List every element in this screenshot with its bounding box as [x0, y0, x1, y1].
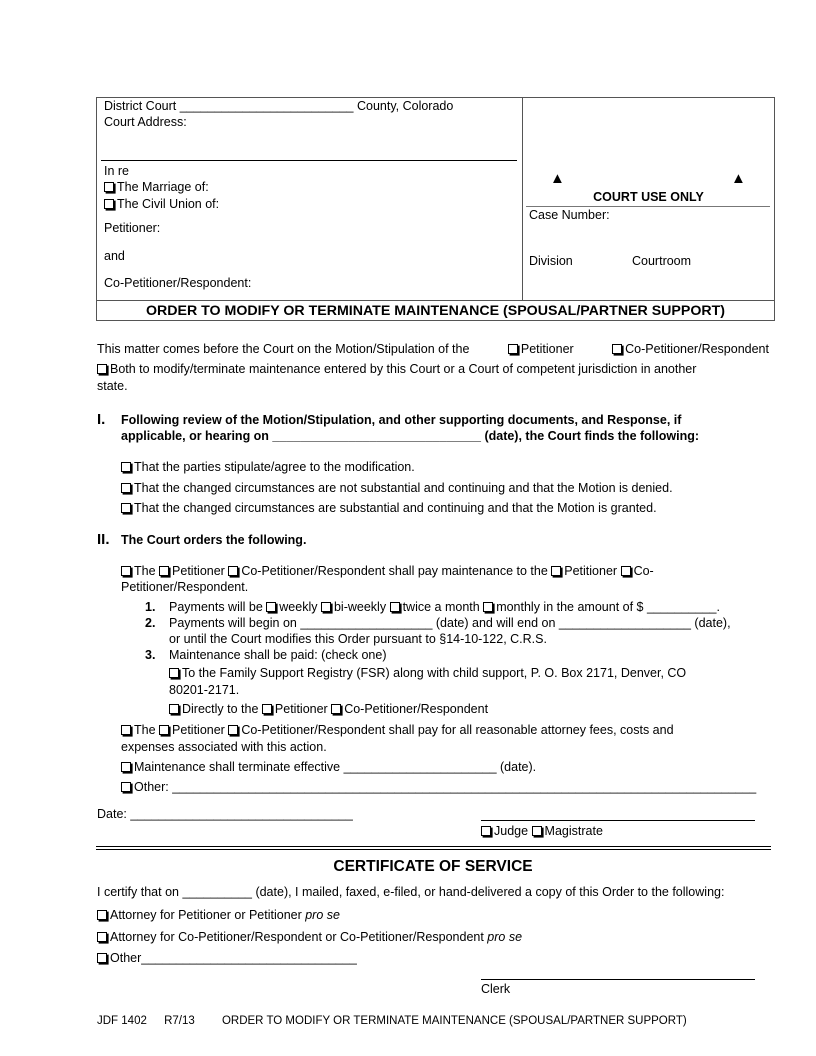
section-1-line-1: Following review of the Motion/Stipulation, and other supporting documents, and Response, if [121, 413, 682, 427]
checkbox[interactable] [121, 782, 131, 792]
checkbox[interactable] [390, 602, 400, 612]
finding-option-1[interactable]: That the parties stipulate/agree to the modification. [121, 460, 415, 474]
attorney-fees-line-2: expenses associated with this action. [121, 740, 327, 754]
civil-union-option[interactable]: The Civil Union of: [104, 197, 219, 211]
fsr-line-2: 80201-2171. [169, 683, 240, 697]
checkbox[interactable] [104, 182, 114, 192]
biweekly-option[interactable]: bi-weekly [321, 600, 386, 614]
item-1-number: 1. [145, 600, 156, 614]
checkbox[interactable] [159, 566, 169, 576]
checkbox[interactable] [121, 725, 131, 735]
attorney-fees-option[interactable]: The Petitioner Co-Petitioner/Respondent shall pay for all reasonable attorney fees, costs and [121, 723, 674, 737]
section-2-heading: The Court orders the following. [121, 533, 307, 547]
service-option-2[interactable]: Attorney for Co-Petitioner/Respondent or Co-Petitioner/Respondent pro se [97, 930, 522, 944]
caption-right [523, 98, 774, 300]
footer-form-number: JDF 1402 [97, 1015, 147, 1027]
checkbox[interactable] [612, 344, 622, 354]
caption-box [96, 97, 775, 321]
certificate-title: CERTIFICATE OF SERVICE [333, 858, 533, 875]
service-option-3[interactable]: Other_______________________________ [97, 951, 357, 965]
footer-title: ORDER TO MODIFY OR TERMINATE MAINTENANCE (SPOUSAL/PARTNER SUPPORT) [221, 1015, 687, 1027]
checkbox[interactable] [121, 503, 131, 513]
direct-option[interactable]: Directly to the Petitioner Co-Petitioner/Respondent [169, 702, 488, 716]
terminate-option[interactable]: Maintenance shall terminate effective ______________________ (date). [121, 760, 536, 774]
fsr-option[interactable]: To the Family Support Registry (FSR) along with child support, P. O. Box 2171, Denver, CO [169, 666, 769, 680]
monthly-option[interactable]: monthly in the amount of $ __________. [483, 600, 720, 614]
double-rule-bottom [96, 849, 771, 850]
section-2-number: II. [97, 531, 110, 548]
checkbox[interactable] [621, 566, 631, 576]
judge-option[interactable]: Judge [481, 824, 528, 838]
checkbox[interactable] [104, 199, 114, 209]
case-number: Case Number: [529, 208, 610, 222]
in-re: In re [104, 164, 130, 178]
petitioner-label: Petitioner: [104, 221, 161, 235]
intro-petitioner-option[interactable]: Petitioner [508, 342, 574, 356]
checkbox[interactable] [121, 483, 131, 493]
service-option-1[interactable]: Attorney for Petitioner or Petitioner pro se [97, 908, 340, 922]
checkbox[interactable] [551, 566, 561, 576]
checkbox[interactable] [121, 762, 131, 772]
footer-revision: R7/13 [164, 1015, 195, 1027]
pay-line-2: Petitioner/Respondent. [121, 580, 249, 594]
clerk-label: Clerk [481, 982, 511, 996]
checkbox[interactable] [483, 602, 493, 612]
court-address: Court Address: [104, 115, 187, 129]
date-line: Date: ________________________________ [97, 807, 353, 821]
checkbox[interactable] [228, 725, 238, 735]
division: Division [529, 254, 573, 268]
finding-option-3[interactable]: That the changed circumstances are substantial and continuing and that the Motion is granted. [121, 501, 657, 515]
marriage-option[interactable]: The Marriage of: [104, 180, 209, 194]
weekly-option[interactable]: weekly [266, 600, 317, 614]
section-1-number: I. [97, 411, 106, 428]
checkbox[interactable] [532, 826, 542, 836]
checkbox[interactable] [121, 566, 131, 576]
court-use-divider [526, 206, 770, 207]
checkbox[interactable] [321, 602, 331, 612]
footer [97, 1015, 687, 1027]
checkbox[interactable] [97, 910, 107, 920]
double-rule-top [96, 846, 771, 847]
payment-dates-line-2: or until the Court modifies this Order pursuant to §14-10-122, C.R.S. [169, 632, 547, 646]
checkbox[interactable] [331, 704, 341, 714]
payment-method-label: Maintenance shall be paid: (check one) [169, 648, 387, 662]
intro-co-petitioner-option[interactable]: Co-Petitioner/Respondent [612, 342, 769, 356]
checkbox[interactable] [169, 668, 179, 678]
co-petitioner-label: Co-Petitioner/Respondent: [104, 276, 252, 290]
payment-dates: Payments will begin on ___________________ (date) and will end on ___________________ (date), [169, 616, 731, 630]
checkbox[interactable] [121, 462, 131, 472]
magistrate-option[interactable]: Magistrate [532, 824, 603, 838]
checkbox[interactable] [97, 953, 107, 963]
checkbox[interactable] [159, 725, 169, 735]
judge-magistrate-options [481, 824, 603, 838]
finding-option-2[interactable]: That the changed circumstances are not substantial and continuing and that the Motion is denied. [121, 481, 673, 495]
twice-month-option[interactable]: twice a month [390, 600, 480, 614]
signature-line [481, 820, 755, 821]
form-title: ORDER TO MODIFY OR TERMINATE MAINTENANCE (SPOUSAL/PARTNER SUPPORT) [97, 300, 774, 321]
caption-divider [101, 160, 517, 161]
frequency-options: Payments will be weekly bi-weekly twice a month monthly in the amount of $ __________. [169, 600, 720, 614]
other-option[interactable]: Other: ____________________________________________________________________________________ [121, 780, 756, 794]
intro-line-3: state. [97, 379, 128, 393]
section-1-line-2: applicable, or hearing on ______________________________ (date), the Court finds the following: [121, 429, 700, 443]
checkbox[interactable] [97, 364, 107, 374]
clerk-signature-line [481, 979, 755, 980]
court-use-only: COURT USE ONLY [593, 190, 704, 204]
checkbox[interactable] [266, 602, 276, 612]
certificate-line-1: I certify that on __________ (date), I mailed, faxed, e-filed, or hand-delivered a copy of this Order to the following: [97, 885, 725, 899]
checkbox[interactable] [97, 932, 107, 942]
intro-both-option[interactable]: Both to modify/terminate maintenance entered by this Court or a Court of competent jurisdiction in another [97, 362, 696, 376]
checkbox[interactable] [481, 826, 491, 836]
checkbox[interactable] [508, 344, 518, 354]
triangle-left-icon: ▲ [550, 170, 565, 187]
intro-line-1: This matter comes before the Court on the Motion/Stipulation of the Petitioner Co-Petitioner/Respondent [97, 342, 769, 356]
triangle-right-icon: ▲ [731, 170, 746, 187]
checkbox[interactable] [262, 704, 272, 714]
courtroom: Courtroom [632, 254, 692, 268]
pay-maintenance-option[interactable]: The Petitioner Co-Petitioner/Respondent shall pay maintenance to the Petitioner Co- [121, 564, 654, 578]
checkbox[interactable] [228, 566, 238, 576]
court-line: District Court _________________________ County, Colorado [104, 99, 454, 113]
item-2-number: 2. [145, 616, 156, 630]
checkbox[interactable] [169, 704, 179, 714]
and-label: and [104, 249, 125, 263]
caption-left [97, 98, 523, 300]
item-3-number: 3. [145, 648, 156, 662]
